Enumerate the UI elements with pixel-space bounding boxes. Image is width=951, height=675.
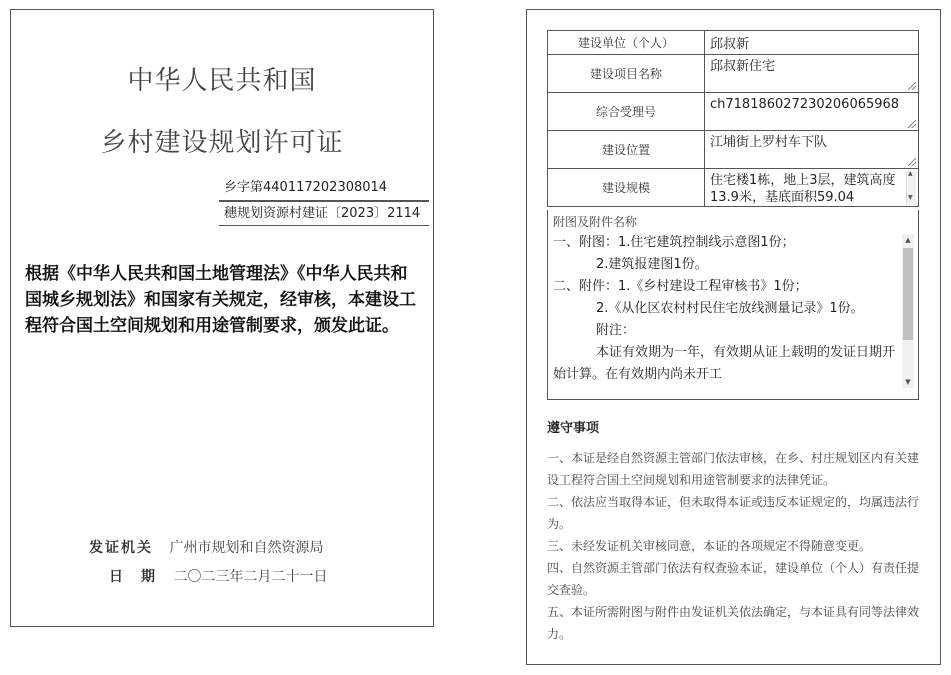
field-label: 建设规模 [548,169,705,207]
certificate-details [526,9,941,665]
attachments-scrollbar[interactable] [902,234,914,388]
issuer-label: 发证机关 [89,540,153,556]
acceptance-number-field[interactable]: ch718186027230206065968 [710,96,900,112]
builder-value: 邱叔新 [710,37,750,52]
attachment-line: 附注： [596,323,636,338]
list-item: 二、依法应当取得本证，但未取得本证或违反本证规定的，均属违法行为。 [547,495,920,531]
location-field[interactable]: 江埔街上罗村车下队 [710,134,828,150]
attachment-line: 一、附图：1.住宅建筑控制线示意图1份； [553,235,795,250]
scroll-thumb[interactable] [903,248,913,340]
list-item: 四、自然资源主管部门依法有权查验本证，建设单位（个人）有责任提交查验。 [547,561,920,597]
rules-title: 遵守事项 [547,421,600,436]
rules-list [547,447,923,645]
attachment-line: 二、附件：1.《乡村建设工程审核书》1份； [553,279,808,294]
table-row [548,131,919,169]
attachment-line: 本证有效期为一年，有效期从证上载明的发证日期开始计算。在有效期内尚未开工 [553,345,896,382]
issuer-value: 广州市规划和自然资源局 [169,540,324,556]
info-table [547,30,919,207]
list-item: 三、未经发证机关审核同意，本证的各项规定不得随意变更。 [547,539,872,553]
field-label: 建设项目名称 [548,55,705,93]
date-label: 日 期 [109,569,157,585]
certificate-title-country: 中华人民共和国 [127,66,317,96]
scale-field[interactable]: 住宅楼1栋，地上3层，建筑高度13.9米，基底面积59.04 [710,172,896,205]
project-name-field[interactable]: 邱叔新住宅 [710,58,776,74]
scale-field-scrollbar[interactable] [906,171,916,205]
table-row [548,31,919,55]
resize-handle-icon[interactable] [908,158,916,166]
scroll-down-icon[interactable]: ▼ [905,378,911,386]
issuer-row [89,537,323,557]
list-item: 五、本证所需附图与附件由发证机关依法确定，与本证具有同等法律效力。 [547,605,920,641]
certificate-title: 乡村建设规划许可证 [100,128,344,158]
legal-basis-text: 根据《中华人民共和国土地管理法》《中华人民共和国城乡规划法》和国家有关规定，经审核，本建设工程符合国土空间规划和用途管制要求，颁发此证。 [25,264,416,336]
attachment-line: 2.《从化区农村村民住宅放线测量记录》1份。 [596,301,864,316]
scroll-up-icon[interactable]: ▲ [905,236,911,244]
certificate-front [10,9,434,627]
resize-handle-icon[interactable] [908,120,916,128]
table-row [548,169,919,207]
field-label: 建设单位（个人） [548,31,705,55]
date-value: 二〇二三年二月二十一日 [173,569,328,585]
attachments-box [547,210,919,400]
serial-number-box [219,176,429,226]
attachment-line: 2.建筑报建图1份。 [596,257,708,272]
table-row [548,55,919,93]
attachments-text-area[interactable] [553,232,899,390]
field-label: 建设位置 [548,131,705,169]
resize-handle-icon[interactable] [908,82,916,90]
table-row [548,93,919,131]
attachments-label: 附图及附件名称 [553,215,638,229]
list-item: 一、本证是经自然资源主管部门依法审核，在乡、村庄规划区内有关建设工程符合国土空间规划和用途管制要求的法律凭证。 [547,451,920,487]
issue-date-row [109,566,327,586]
field-label: 综合受理号 [548,93,705,131]
approval-number: 穗规划资源村建证〔2023〕2114 [219,201,429,226]
serial-number: 乡字第440117202308014 [219,176,429,201]
